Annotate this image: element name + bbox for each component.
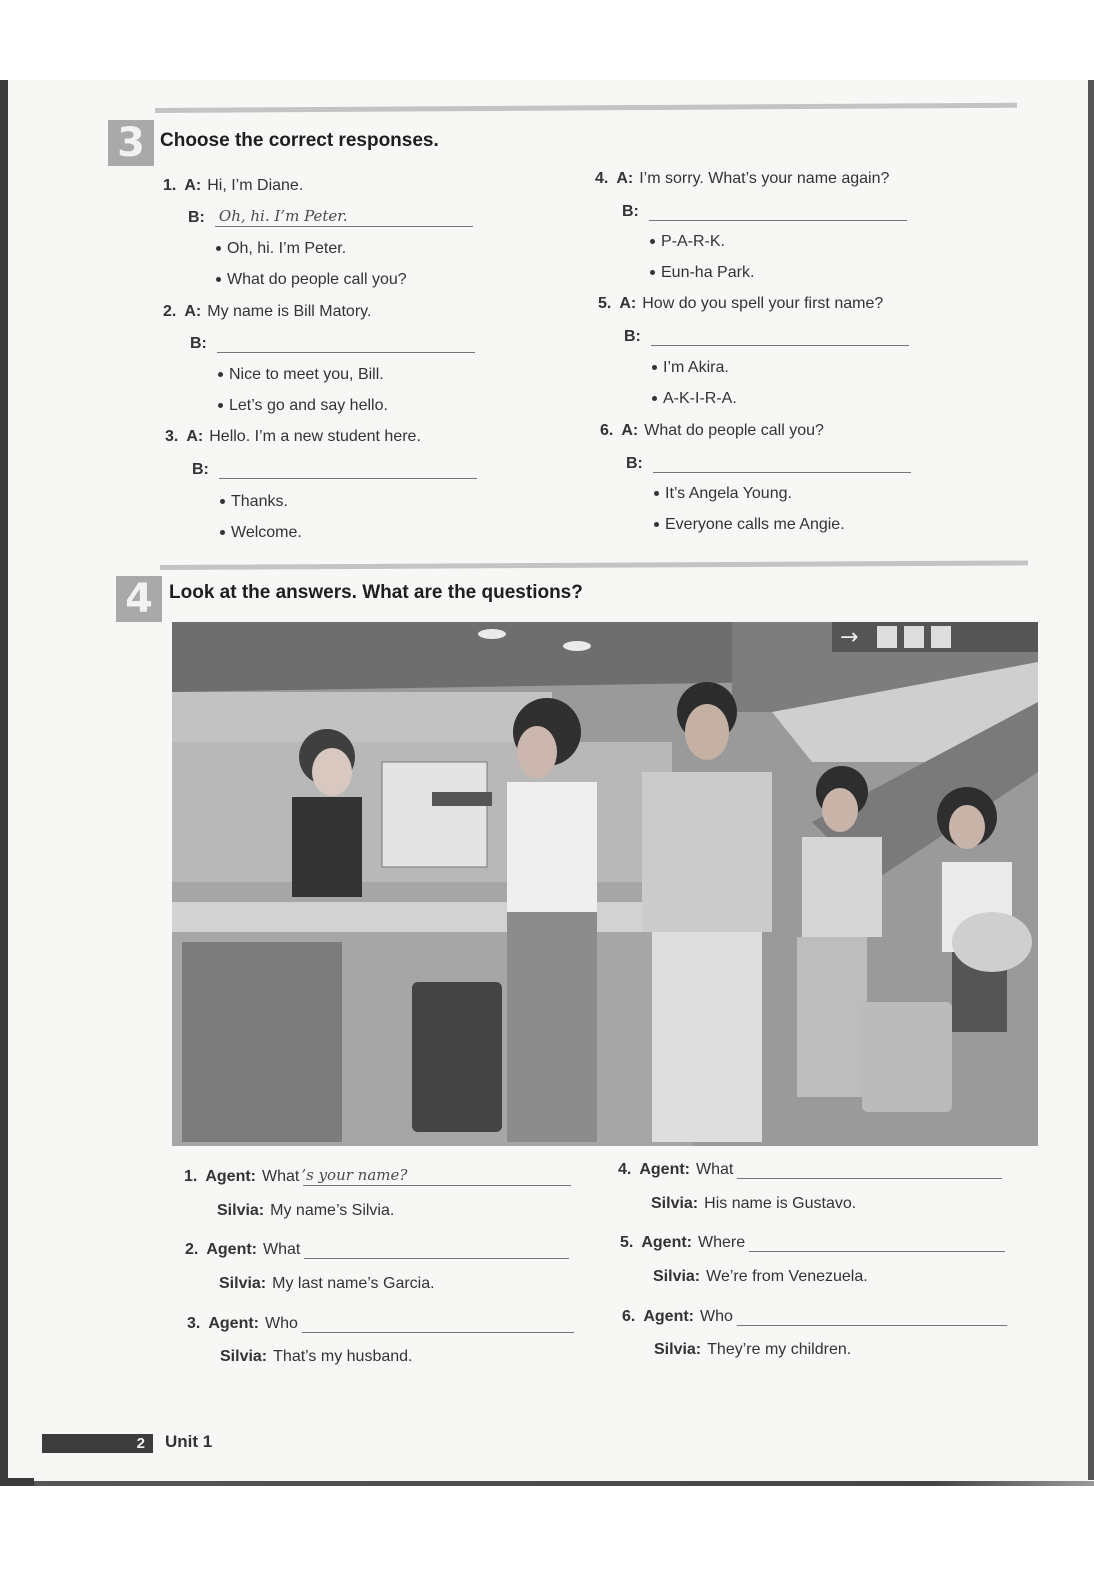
question-text: Hi, I’m Diane.: [207, 177, 304, 194]
unit-label: Unit 1: [165, 1432, 213, 1451]
answer-blank[interactable]: [215, 208, 473, 227]
airport-checkin-illustration: [172, 622, 1038, 1146]
speaker-label: B:: [622, 203, 639, 220]
silvia-answer: [220, 1348, 412, 1366]
answer-blank[interactable]: [217, 334, 475, 353]
speaker-label: A:: [621, 422, 639, 439]
exercise-title: Choose the correct responses.: [160, 130, 439, 151]
option[interactable]: [216, 240, 346, 258]
answer-b: [190, 334, 475, 353]
question-a: [163, 177, 303, 195]
answer-blank[interactable]: [737, 1307, 1007, 1326]
question-start: Who: [265, 1315, 298, 1332]
answer-blank[interactable]: [219, 460, 477, 479]
bullet-icon: [218, 403, 223, 408]
bullet-icon: [652, 396, 657, 401]
speaker-label: A:: [619, 295, 637, 312]
silvia-answer: [217, 1202, 394, 1220]
option-text: Let’s go and say hello.: [229, 397, 388, 414]
agent-question: [620, 1233, 1005, 1252]
exercise-number-badge: 4: [116, 576, 162, 622]
answer-b: [622, 202, 907, 221]
item-number: 4.: [618, 1161, 632, 1178]
bullet-icon: [654, 522, 659, 527]
question-start: What: [263, 1241, 301, 1258]
bullet-icon: [216, 246, 221, 251]
answer-b: [192, 460, 477, 479]
option-text: P-A-R-K.: [661, 233, 725, 250]
option[interactable]: [652, 359, 729, 377]
question-a: [595, 170, 889, 188]
option-text: Everyone calls me Angie.: [665, 516, 845, 533]
silvia-answer: [653, 1268, 868, 1286]
speaker-label: B:: [190, 335, 207, 352]
question-text: What do people call you?: [644, 422, 824, 439]
bullet-icon: [220, 530, 225, 535]
question-a: [163, 303, 371, 321]
option[interactable]: [220, 493, 288, 511]
option-text: It’s Angela Young.: [665, 485, 792, 502]
question-text: My name is Bill Matory.: [207, 303, 372, 320]
page-right-edge: [1088, 80, 1094, 1480]
question-text: Hello. I’m a new student here.: [209, 428, 421, 445]
answer-blank[interactable]: [651, 327, 909, 346]
speaker-label: B:: [192, 461, 209, 478]
speaker-label: Silvia:: [651, 1195, 699, 1212]
speaker-label: A:: [184, 303, 202, 320]
page-number: 2: [42, 1434, 153, 1453]
answer-text: They’re my children.: [707, 1341, 852, 1358]
bullet-icon: [654, 491, 659, 496]
item-number: 5.: [598, 295, 612, 312]
speaker-label: Silvia:: [654, 1341, 702, 1358]
answer-blank[interactable]: [649, 202, 907, 221]
option-text: What do people call you?: [227, 271, 407, 288]
answer-text: My name’s Silvia.: [270, 1202, 395, 1219]
speaker-label: Silvia:: [217, 1202, 265, 1219]
answer-text: His name is Gustavo.: [704, 1195, 857, 1212]
handwritten-answer: Oh, hi. I’m Peter.: [218, 207, 348, 225]
option-text: A-K-I-R-A.: [663, 390, 737, 407]
page-binding-foot: [0, 1478, 34, 1486]
page-binding-edge: [0, 80, 8, 1485]
exercise-number-badge: 3: [108, 120, 154, 166]
agent-question: [185, 1240, 569, 1259]
answer-text: We’re from Venezuela.: [706, 1268, 868, 1285]
question-start: What: [262, 1168, 300, 1185]
option[interactable]: [652, 390, 737, 408]
silvia-answer: [654, 1341, 851, 1359]
answer-b: [624, 327, 909, 346]
question-start: Where: [698, 1234, 746, 1251]
bullet-icon: [216, 277, 221, 282]
silvia-answer: [219, 1275, 435, 1293]
item-number: 3.: [165, 428, 179, 445]
option[interactable]: [218, 366, 384, 384]
answer-blank[interactable]: [749, 1233, 1005, 1252]
bullet-icon: [650, 239, 655, 244]
bullet-icon: [218, 372, 223, 377]
speaker-label: Agent:: [639, 1161, 690, 1178]
question-a: [598, 295, 883, 313]
option[interactable]: [654, 485, 792, 503]
speaker-label: A:: [186, 428, 204, 445]
option[interactable]: [216, 271, 407, 289]
speaker-label: Agent:: [643, 1308, 694, 1325]
option[interactable]: [650, 233, 725, 251]
speaker-label: Agent:: [205, 1168, 256, 1185]
option-text: Eun-ha Park.: [661, 264, 755, 281]
question-start: What: [696, 1161, 734, 1178]
answer-text: That’s my husband.: [273, 1348, 413, 1365]
item-number: 4.: [595, 170, 609, 187]
answer-blank[interactable]: [653, 454, 911, 473]
agent-question: [618, 1160, 1002, 1179]
question-start: Who: [700, 1308, 733, 1325]
answer-blank[interactable]: [302, 1314, 574, 1333]
page-bottom-edge: [34, 1481, 1094, 1486]
question-text: I’m sorry. What’s your name again?: [639, 170, 890, 187]
item-number: 2.: [185, 1241, 199, 1258]
speaker-label: A:: [616, 170, 634, 187]
answer-blank[interactable]: [304, 1240, 569, 1259]
speaker-label: Agent:: [206, 1241, 257, 1258]
speaker-label: Silvia:: [653, 1268, 701, 1285]
answer-b: [626, 454, 911, 473]
option-text: Nice to meet you, Bill.: [229, 366, 384, 383]
bullet-icon: [652, 365, 657, 370]
speaker-label: Silvia:: [219, 1275, 267, 1292]
option[interactable]: [650, 264, 754, 282]
silvia-answer: [651, 1195, 856, 1213]
agent-question: [187, 1314, 574, 1333]
option[interactable]: [654, 516, 845, 534]
option-text: I’m Akira.: [663, 359, 729, 376]
option[interactable]: [220, 524, 302, 542]
item-number: 3.: [187, 1315, 201, 1332]
speaker-label: B:: [188, 209, 205, 226]
item-number: 5.: [620, 1234, 634, 1251]
illustration-svg: [172, 622, 1038, 1146]
answer-text: My last name’s Garcia.: [272, 1275, 435, 1292]
question-a: [165, 428, 421, 446]
agent-question: [184, 1167, 571, 1186]
option-text: Welcome.: [231, 524, 302, 541]
option-text: Thanks.: [231, 493, 288, 510]
speaker-label: B:: [626, 455, 643, 472]
handwritten-answer: ’s your name?: [301, 1166, 408, 1184]
speaker-label: Agent:: [641, 1234, 692, 1251]
option[interactable]: [218, 397, 388, 415]
bullet-icon: [220, 499, 225, 504]
answer-blank[interactable]: [303, 1167, 571, 1186]
speaker-label: B:: [624, 328, 641, 345]
item-number: 1.: [184, 1168, 198, 1185]
question-text: How do you spell your first name?: [642, 295, 884, 312]
bullet-icon: [650, 270, 655, 275]
exercise-title: Look at the answers. What are the questions?: [169, 582, 583, 603]
item-number: 2.: [163, 303, 177, 320]
item-number: 6.: [600, 422, 614, 439]
agent-question: [622, 1307, 1007, 1326]
speaker-label: Silvia:: [220, 1348, 268, 1365]
speaker-label: A:: [184, 177, 202, 194]
question-a: [600, 422, 824, 440]
answer-b: [188, 208, 473, 227]
item-number: 6.: [622, 1308, 636, 1325]
speaker-label: Agent:: [208, 1315, 259, 1332]
option-text: Oh, hi. I’m Peter.: [227, 240, 347, 257]
answer-blank[interactable]: [737, 1160, 1002, 1179]
svg-text:→: →: [840, 625, 859, 650]
item-number: 1.: [163, 177, 177, 194]
